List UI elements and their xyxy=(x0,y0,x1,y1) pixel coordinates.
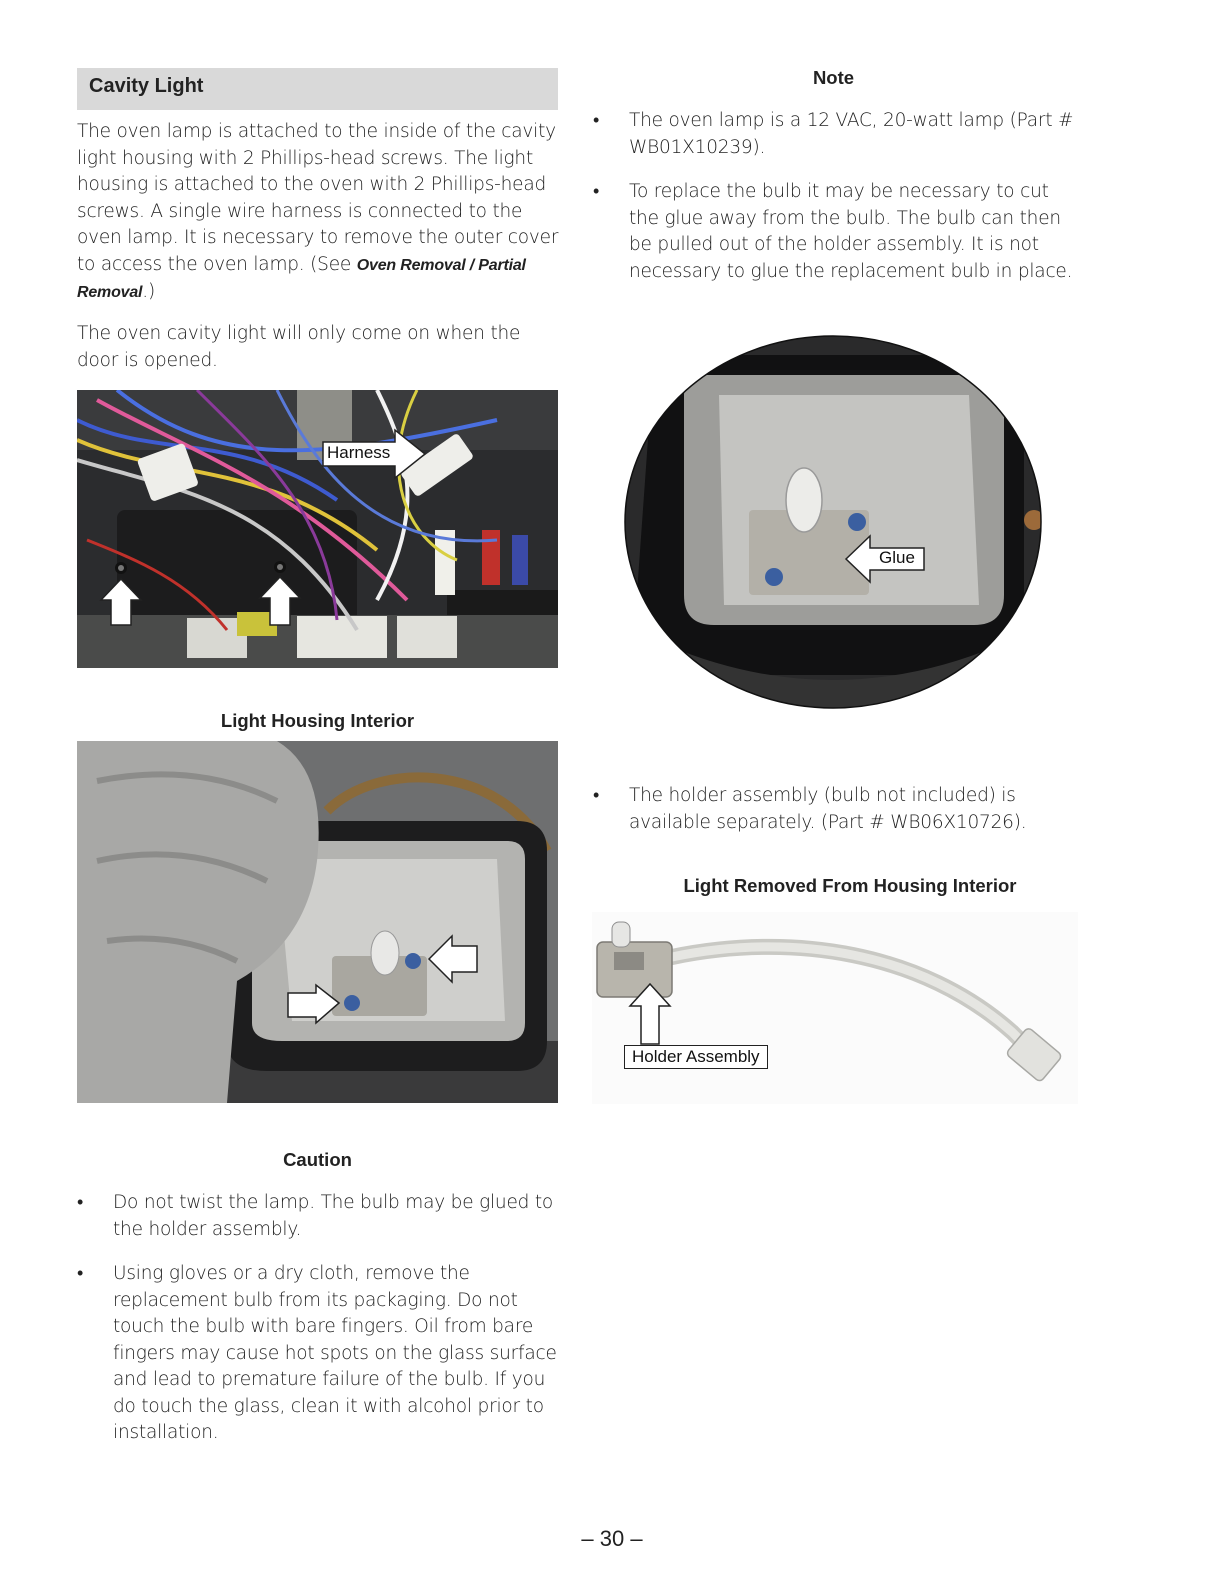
cross-reference-link[interactable]: Oven Removal / Partial Removal xyxy=(77,256,526,301)
holder-note-text: The holder assembly (bulb not included) is available separately. (Part # WB06X10726). xyxy=(629,785,1027,833)
holder-assembly-photo xyxy=(592,912,1078,1104)
intro-paragraph xyxy=(77,119,562,307)
glue-closeup-image xyxy=(624,335,1042,709)
holder-note xyxy=(593,783,1083,836)
harness-label: Harness xyxy=(327,443,391,462)
note-title: Note xyxy=(812,67,855,88)
note-list xyxy=(593,108,1083,285)
light-removed-caption: Light Removed From Housing Interior xyxy=(683,875,1017,896)
bullet-icon: • xyxy=(593,785,600,806)
section-title: Cavity Light xyxy=(77,68,558,110)
harness-photo xyxy=(77,390,558,668)
bullet-icon: • xyxy=(77,1263,84,1284)
caution-list xyxy=(77,1190,562,1447)
intro-paragraph-2: The oven cavity light will only come on when the door is opened. xyxy=(77,323,521,371)
note-item xyxy=(593,179,1083,285)
page-number: – 30 – xyxy=(581,1526,643,1551)
caution-item xyxy=(77,1190,562,1243)
holder-note-item xyxy=(593,783,1083,836)
light-housing-photo xyxy=(77,741,558,1103)
bullet-icon: • xyxy=(593,110,600,131)
holder-assembly-image xyxy=(592,912,1078,1104)
glue-label: Glue xyxy=(879,548,915,567)
note-text: The oven lamp is a 12 VAC, 20-watt lamp (Part # WB01X10239). xyxy=(629,110,1074,158)
note-text: To replace the bulb it may be necessary to cut the glue away from the bulb. The bulb can then be pulled out of the holder assembly. It is not necessary to glue the replacement bulb in place. xyxy=(629,181,1073,282)
caution-item xyxy=(77,1261,562,1447)
intro-text: The oven lamp is attached to the inside of the cavity light housing with 2 Phillips-head screws. The light housing is attached to the oven with 2 Phillips-head screws. A single wire harness is connected to the oven lamp. It is necessary to remove the outer cover to access the oven lamp. (See xyxy=(77,121,559,275)
caution-title: Caution xyxy=(283,1149,352,1170)
bullet-icon: • xyxy=(593,181,600,202)
caution-text: Using gloves or a dry cloth, remove the replacement bulb from its packaging. Do not touch the bulb with bare fingers. Oil from bare fingers may cause hot spots on the glass surface and lead to premature failure of the bulb. If you do touch the glass, clean it with alcohol prior to installation. xyxy=(113,1263,557,1443)
caution-text: Do not twist the lamp. The bulb may be glued to the holder assembly. xyxy=(113,1192,554,1240)
intro-text-end: .) xyxy=(142,281,155,302)
harness-photo-image xyxy=(77,390,558,668)
light-housing-photo-image xyxy=(77,741,558,1103)
bullet-icon: • xyxy=(77,1192,84,1213)
light-housing-caption: Light Housing Interior xyxy=(220,710,415,731)
glue-closeup-photo xyxy=(624,335,1042,709)
note-item xyxy=(593,108,1083,161)
holder-assembly-label: Holder Assembly xyxy=(624,1045,768,1069)
